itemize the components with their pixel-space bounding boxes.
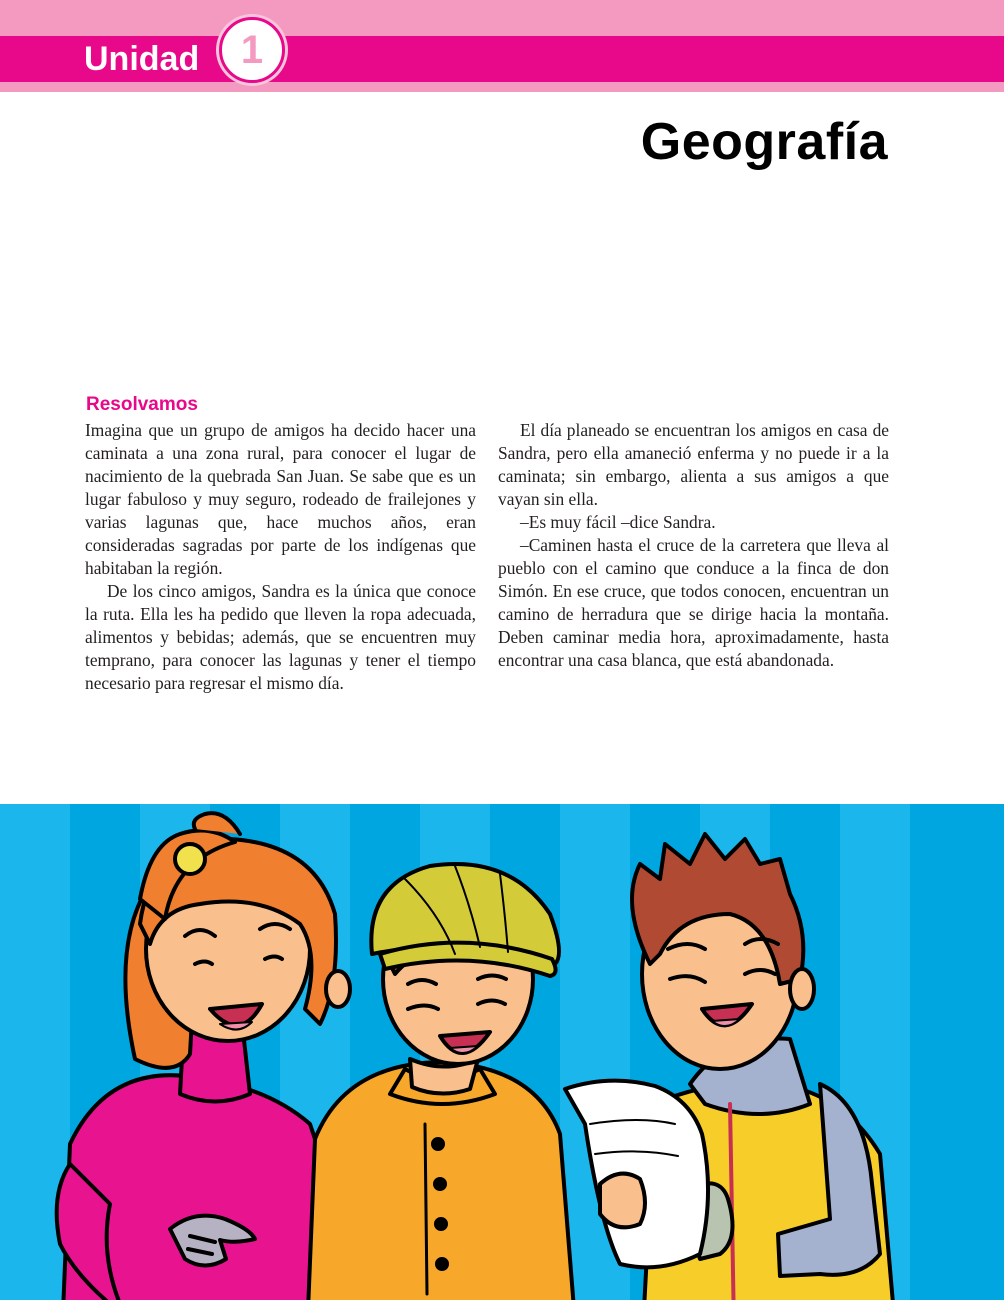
paragraph: –Es muy fácil –dice Sandra.: [520, 512, 716, 532]
header-band-bottom: [0, 82, 1004, 92]
section-heading: Resolvamos: [86, 394, 198, 415]
unit-number-badge: 1: [219, 17, 285, 83]
header-band-top: [0, 0, 1004, 36]
page-title: Geografía: [640, 113, 888, 171]
children-illustration: [0, 804, 1004, 1300]
unit-label: Unidad: [84, 40, 200, 78]
text-column-right: [498, 419, 889, 672]
paragraph: –Caminen hasta el cruce de la carretera que lleva al pueblo con el camino que conduce a la finca de don Simón. En ese cruce, que todos conocen, encuentran un camino de herradura que se dirige hacia la montaña. Deben caminar media hora, aproximadamente, hasta encontrar una casa blanca, que está abandonada.: [498, 535, 889, 670]
paragraph: De los cinco amigos, Sandra es la única que conoce la ruta. Ella les ha pedido que lleven la ropa adecuada, alimentos y bebidas; además, que se encuentren muy temprano, para conocer las lagunas y tener el tiempo necesario para regresar el mismo día.: [85, 581, 476, 693]
text-column-left: [85, 419, 476, 695]
paragraph: Imagina que un grupo de amigos ha decido hacer una caminata a una zona rural, para conocer el lugar de nacimiento de la quebrada San Juan. Se sabe que es un lugar fabuloso y muy seguro, rodeado de frailejones y varias lagunas que, hace muchos años, eran consideradas sagradas por parte de los indígenas que habitaban la región.: [85, 420, 476, 578]
paragraph: El día planeado se encuentran los amigos en casa de Sandra, pero ella amaneció enferma y no puede ir a la caminata; sin embargo, alienta a sus amigos a que vayan sin ella.: [498, 420, 889, 509]
